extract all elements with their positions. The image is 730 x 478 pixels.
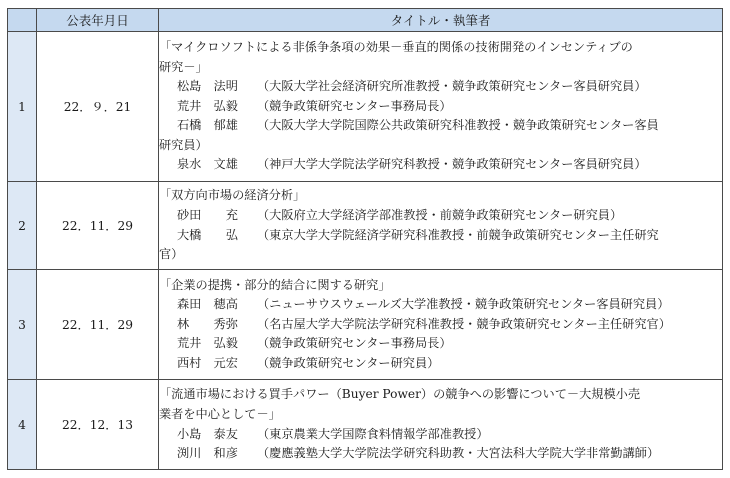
author-name: 松島 法明	[177, 79, 238, 94]
author-line	[159, 295, 722, 315]
author-affiliation: （名古屋大学大学院法学研究科准教授・競争政策研究センター主任研究官）	[257, 316, 671, 331]
author-affiliation: （大阪府立大学経済学部准教授・前競争政策研究センター研究員）	[257, 207, 623, 222]
author-name: 石橋 郁雄	[177, 118, 238, 133]
row-date: 22．11．29	[37, 182, 159, 270]
author-name: 砂田 充	[177, 207, 238, 222]
author-affiliation: （ニューサウスウェールズ大学准教授・競争政策研究センター客員研究員）	[257, 297, 670, 312]
table-header-row	[8, 9, 723, 32]
author-affiliation: （競争政策研究センター研究員）	[257, 355, 440, 370]
row-content	[159, 380, 723, 470]
author-name: 泉水 文雄	[177, 157, 238, 172]
row-date: 22．12．13	[37, 380, 159, 470]
author-name: 小島 泰友	[177, 426, 238, 441]
author-line	[159, 315, 722, 335]
author-affiliation: （競争政策研究センター事務局長）	[257, 336, 452, 351]
row-number: 1	[8, 32, 37, 182]
header-number	[8, 9, 37, 32]
author-name: 森田 穂高	[177, 297, 238, 312]
author-line	[159, 155, 722, 175]
row-number: 3	[8, 270, 37, 380]
row-number: 4	[8, 380, 37, 470]
author-name: 西村 元宏	[177, 355, 238, 370]
row-content	[159, 32, 723, 182]
author-line	[159, 334, 722, 354]
author-name: 林 秀弥	[177, 316, 238, 331]
author-affiliation: （東京農業大学国際食料情報学部准教授）	[257, 426, 489, 441]
table-row	[8, 182, 723, 270]
author-affiliation-cont: 官）	[159, 247, 184, 262]
row-title: 「流通市場における買手パワー（Buyer Power）の競争への影響について－大規模小売	[159, 387, 641, 402]
author-line	[159, 226, 722, 246]
publication-table	[7, 8, 723, 470]
header-date: 公表年月日	[37, 9, 159, 32]
author-affiliation: （大阪大学大学院国際公共政策研究科准教授・競争政策研究センター客員	[257, 118, 659, 133]
header-title-authors: タイトル・執筆者	[159, 9, 723, 32]
table-row	[8, 32, 723, 182]
author-line	[159, 206, 722, 226]
author-affiliation: （競争政策研究センター事務局長）	[257, 98, 452, 113]
row-title: 「マイクロソフトによる非係争条項の効果－垂直的関係の技術開発のインセンティブの	[159, 39, 633, 54]
author-line	[159, 425, 722, 445]
author-affiliation: （東京大学大学院経済学研究科准教授・前競争政策研究センター主任研究	[257, 227, 659, 242]
table-row	[8, 270, 723, 380]
author-line	[159, 77, 722, 97]
row-date: 22．11．29	[37, 270, 159, 380]
author-affiliation-cont: 研究員）	[159, 137, 208, 152]
row-title-cont: 研究－」	[159, 59, 208, 74]
author-affiliation: （慶應義塾大学大学院法学研究科助教・大宮法科大学院大学非常勤講師）	[257, 446, 660, 461]
table-row	[8, 380, 723, 470]
row-date: 22．９．21	[37, 32, 159, 182]
author-affiliation: （大阪大学社会経済研究所准教授・競争政策研究センター客員研究員）	[257, 79, 647, 94]
author-affiliation: （神戸大学大学院法学研究科教授・競争政策研究センター客員研究員）	[257, 157, 647, 172]
author-name: 渕川 和彦	[177, 446, 238, 461]
row-content	[159, 270, 723, 380]
author-name: 大橋 弘	[177, 227, 238, 242]
row-title: 「企業の提携・部分的結合に関する研究」	[159, 277, 391, 292]
author-name: 荒井 弘毅	[177, 336, 238, 351]
row-title-cont: 業者を中心として－」	[159, 406, 281, 421]
author-line	[159, 116, 722, 136]
row-content	[159, 182, 723, 270]
author-name: 荒井 弘毅	[177, 98, 238, 113]
author-line	[159, 97, 722, 117]
author-line	[159, 354, 722, 374]
row-number: 2	[8, 182, 37, 270]
row-title: 「双方向市場の経済分析」	[159, 188, 306, 203]
author-line	[159, 444, 722, 464]
